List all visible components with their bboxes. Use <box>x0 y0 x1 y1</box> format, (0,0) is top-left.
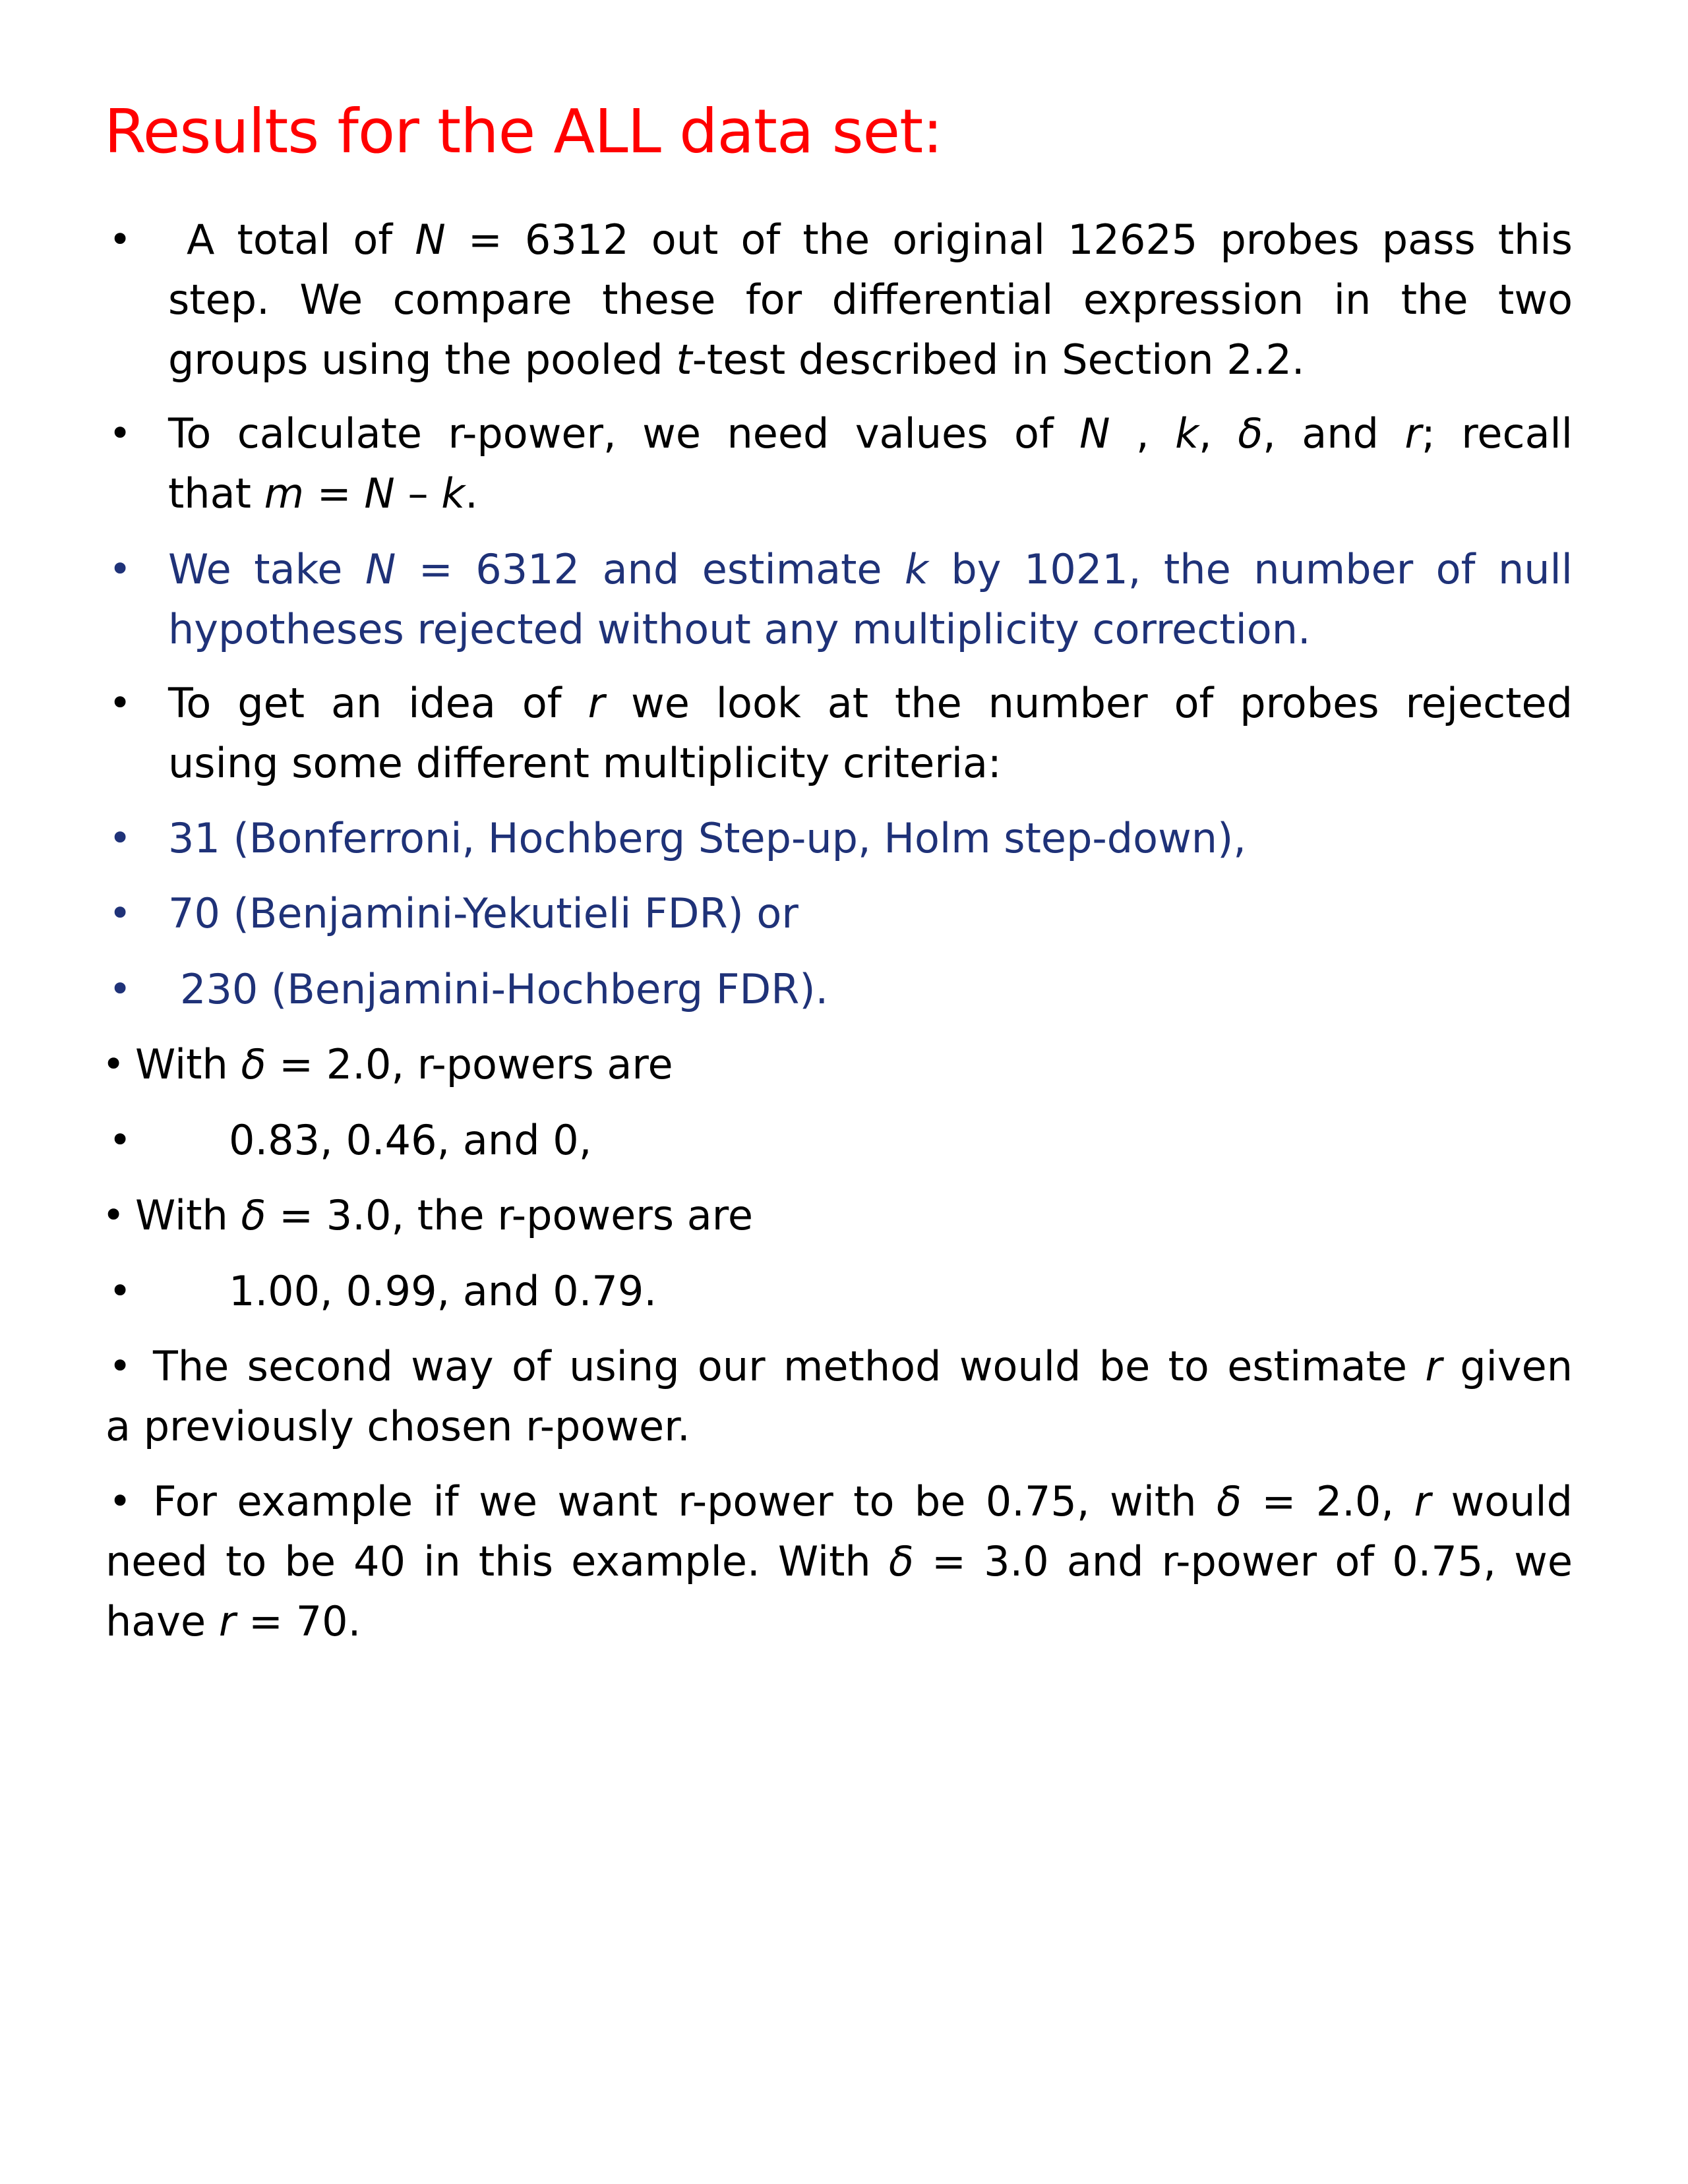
bullet-dot: • <box>109 1117 132 1162</box>
bullet-dot: • <box>109 1268 132 1313</box>
bullet-13-line-1: For example if we want r-power to be 0.75, with δ = 2.0, r would <box>153 1477 1573 1525</box>
bullet-1-line-2: step. We compare these for differential expression in the two <box>168 276 1573 324</box>
bullet-3-line-1: We take N = 6312 and estimate k by 1021, the number of null <box>168 545 1573 593</box>
bullet-dot: • <box>109 966 132 1011</box>
bullet-2-line-2: that m = N – k. <box>168 469 478 517</box>
bullet-4-line-2: using some different multiplicity criteria: <box>168 739 1002 787</box>
bullet-4-line-1: To get an idea of r we look at the number of probes rejected <box>168 679 1573 727</box>
bullet-dot: • <box>109 815 132 860</box>
bullet-1-line-1: A total of N = 6312 out of the original 12625 probes pass this <box>187 216 1573 264</box>
bullet-12-line-2: a previously chosen r-power. <box>106 1402 690 1450</box>
bullet-dot: • <box>109 1479 132 1523</box>
bullet-3-line-2: hypotheses rejected without any multiplicity correction. <box>168 605 1311 653</box>
bullet-dot: • <box>109 411 132 456</box>
bullet-dot: • <box>102 1193 125 1237</box>
bullet-dot: • <box>109 546 132 591</box>
bullet-8-text: With δ = 2.0, r-powers are <box>135 1040 673 1088</box>
bullet-13-line-3: have r = 70. <box>106 1597 361 1645</box>
bullet-dot: • <box>102 1042 125 1086</box>
bullet-11-text: 1.00, 0.99, and 0.79. <box>229 1267 657 1315</box>
bullet-12-line-1: The second way of using our method would be to estimate r given <box>153 1342 1573 1390</box>
bullet-7-text: 230 (Benjamini-Hochberg FDR). <box>180 965 829 1013</box>
bullet-dot: • <box>109 680 132 725</box>
bullet-2-line-1: To calculate r-power, we need values of N , k, δ, and r; recall <box>168 409 1573 457</box>
bullet-1-line-3: groups using the pooled t-test described in Section 2.2. <box>168 336 1305 384</box>
bullet-5-text: 31 (Bonferroni, Hochberg Step-up, Holm step-down), <box>168 814 1246 862</box>
bullet-dot: • <box>109 1343 132 1388</box>
bullet-dot: • <box>109 891 132 935</box>
bullet-13-line-2: need to be 40 in this example. With δ = 3.0 and r-power of 0.75, we <box>106 1537 1573 1585</box>
slide-title: Results for the ALL data set: <box>104 96 943 167</box>
bullet-dot: • <box>109 217 132 262</box>
bullet-10-text: With δ = 3.0, the r-powers are <box>135 1191 754 1239</box>
bullet-6-text: 70 (Benjamini-Yekutieli FDR) or <box>168 889 799 937</box>
bullet-9-text: 0.83, 0.46, and 0, <box>229 1116 592 1164</box>
